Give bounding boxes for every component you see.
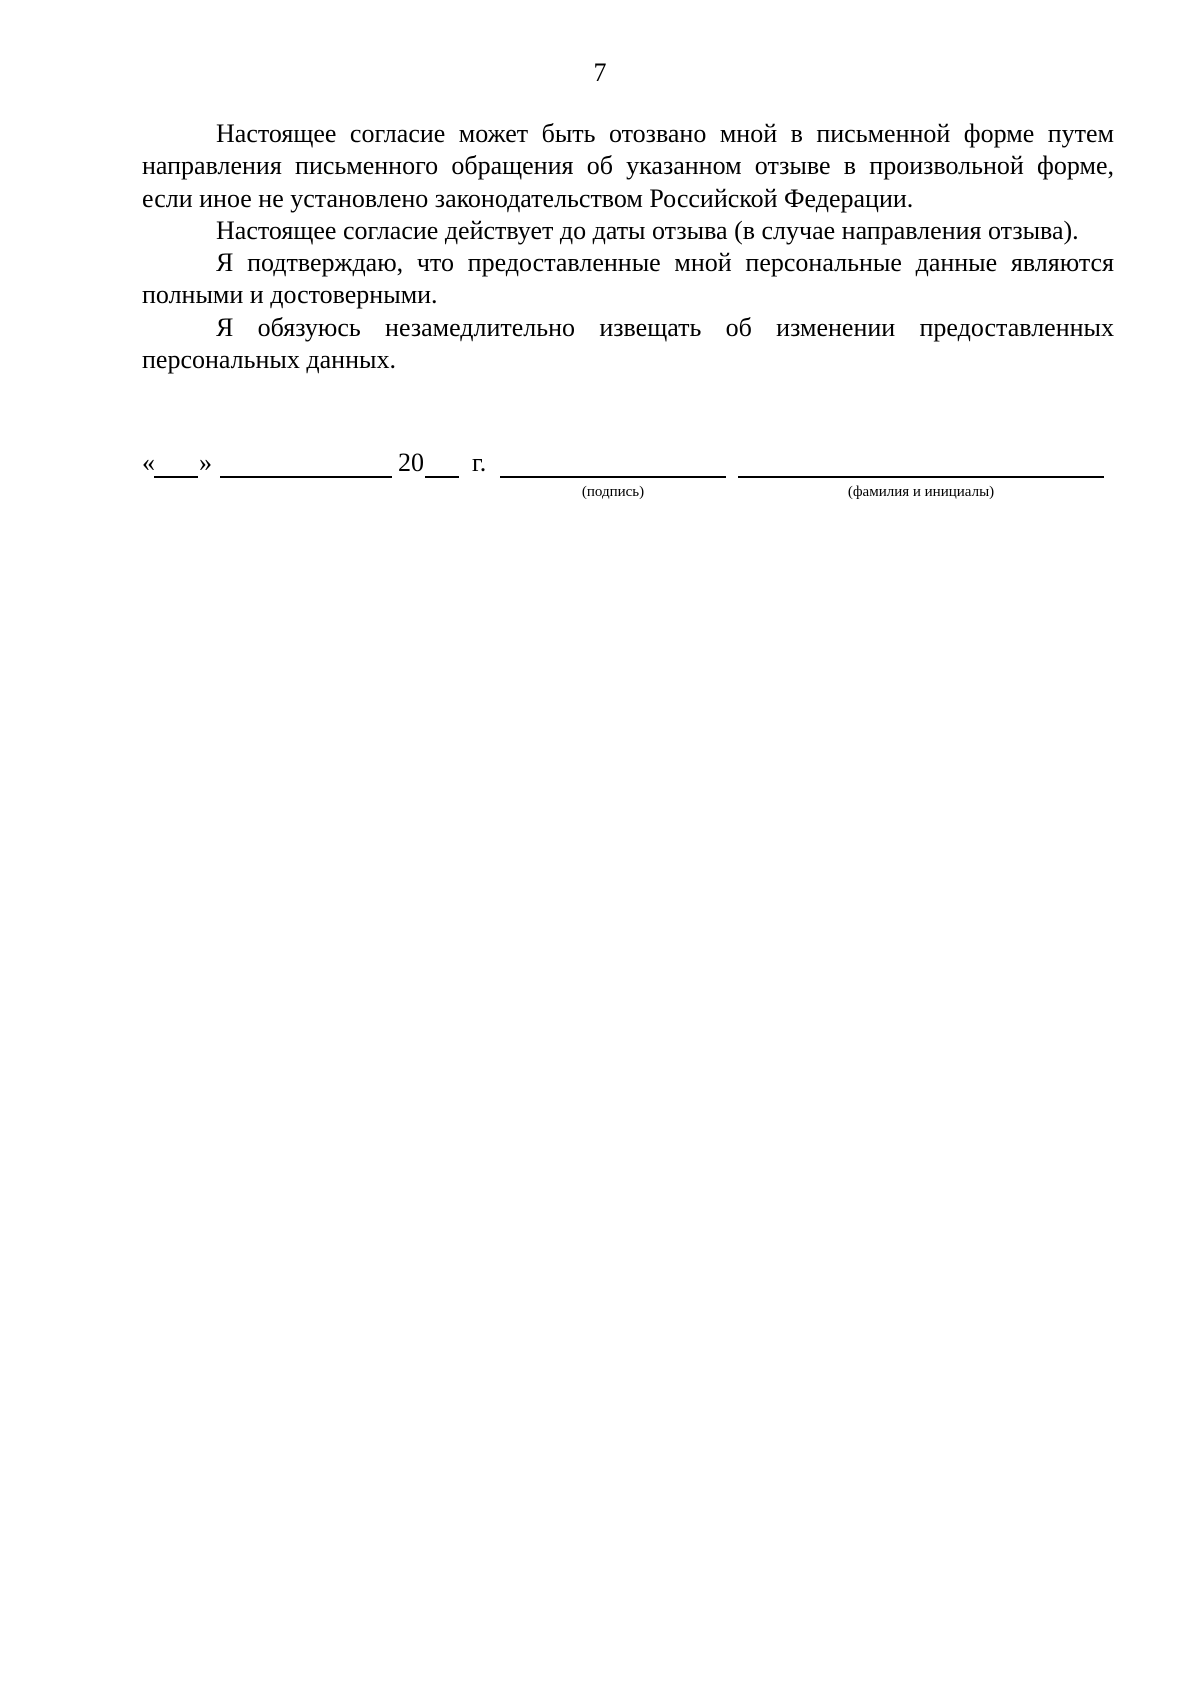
year-blank[interactable] [425,476,459,478]
paragraph-obligation: Я обязуюсь незамедлительно извещать об изменении предоставленных персональных данных. [142,312,1114,375]
signature-blank[interactable] [500,476,726,478]
month-blank[interactable] [220,476,392,478]
open-quote: « [142,448,155,477]
year-prefix: 20 [398,448,424,477]
page-number: 7 [593,58,607,87]
document-body [142,118,1114,376]
close-quote: » [199,448,212,477]
name-blank[interactable] [738,476,1104,478]
signature-row [142,448,1114,478]
day-blank[interactable] [154,476,198,478]
name-caption: (фамилия и инициалы) [847,484,995,500]
paragraph-validity: Настоящее согласие действует до даты отзыва (в случае направления отзыва). [216,215,1079,245]
paragraph-revocation: Настоящее согласие может быть отозвано мной в письменной форме путем направления письменного обращения об указанном отзыве в произвольной форме, если иное не установлено законодательством Российской Федерации. [142,119,1114,213]
year-suffix: г. [472,448,487,477]
paragraph-confirmation: Я подтверждаю, что предоставленные мной персональные данные являются полными и достоверными. [142,248,1114,310]
signature-caption: (подпись) [581,484,645,500]
